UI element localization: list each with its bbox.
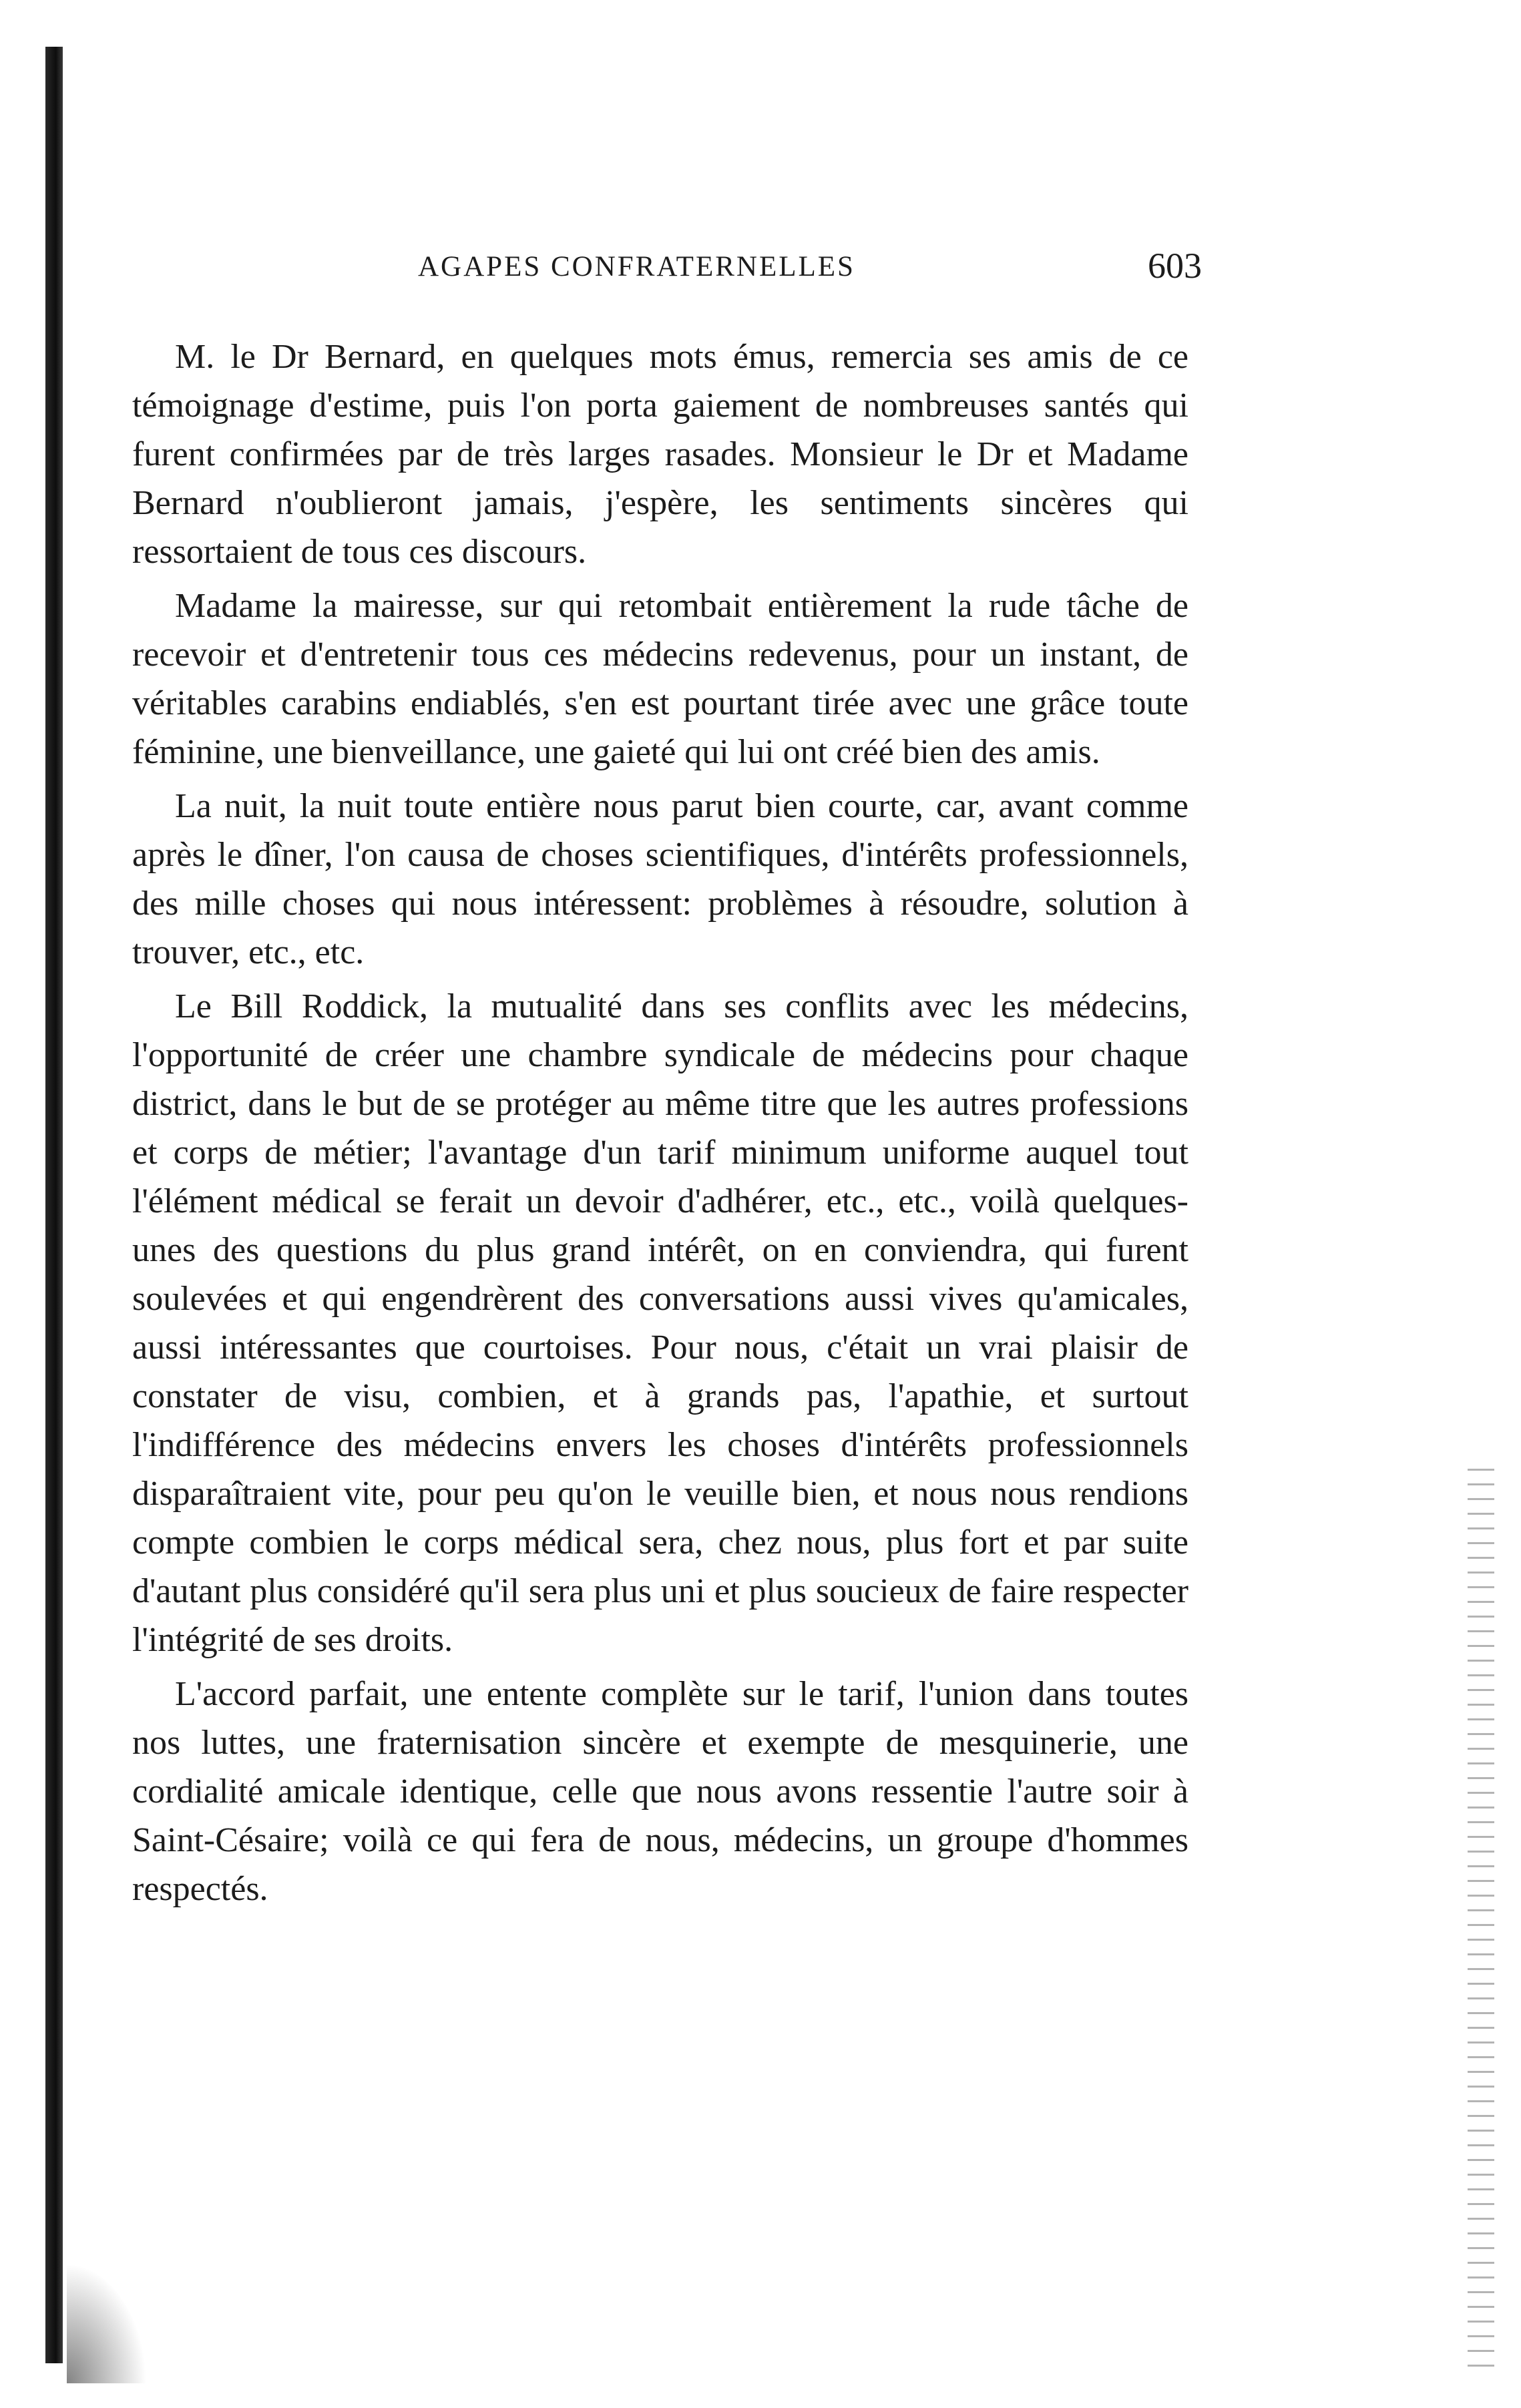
page-edge-shadow: [67, 2263, 147, 2383]
paragraph: Madame la mairesse, sur qui retombait entièrement la rude tâche de recevoir et d'entretenir tous ces médecins redevenus, pour un instant, de véritables carabins endiablés, s'en est pourtant tirée avec une grâce toute féminine, une bienveillance, une gaieté qui lui ont créé bien des amis.: [132, 587, 1188, 771]
book-spine-shadow: [45, 47, 63, 2363]
paragraph: M. le Dr Bernard, en quelques mots émus, remercia ses amis de ce témoignage d'estime, puis l'on porta gaiement de nombreuses santés qui furent confirmées par de très larges rasades. Monsieur le Dr et Madame Bernard n'oublieront jamais, j'espère, les sentiments sincères qui ressortaient de tous ces discours.: [132, 338, 1188, 571]
paragraph: Le Bill Roddick, la mutualité dans ses conflits avec les médecins, l'opportunité de créer une chambre syndicale de médecins pour chaque district, dans le but de se protéger au même titre que les autres professions et corps de métier; l'avantage d'un tarif minimum uniforme auquel tout l'élément médical se ferait un devoir d'adhérer, etc., etc., voilà quelques-unes des questions du plus grand intérêt, on en conviendra, qui furent soulevées et qui engendrèrent des conversations aussi vives qu'amicales, aussi intéressantes que courtoises. Pour nous, c'était un vrai plaisir de constater de visu, combien, et à grands pas, l'apathie, et surtout l'indifférence des médecins envers les choses d'intérêts professionnels disparaîtraient vite, pour peu qu'on le veuille bien, et nous nous rendions compte combien le corps médical sera, chez nous, plus fort et par suite d'autant plus considéré qu'il sera plus uni et plus soucieux de faire respecter l'intégrité de ses droits.: [132, 987, 1188, 1659]
body-text: [132, 332, 1188, 1913]
running-head: AGAPES CONFRATERNELLES: [418, 251, 855, 282]
paragraph: La nuit, la nuit toute entière nous parut bien courte, car, avant comme après le dîner, l'on causa de choses scientifiques, d'intérêts professionnels, des mille choses qui nous intéressent: problèmes à résoudre, solution à trouver, etc., etc.: [132, 787, 1188, 971]
page-header: [401, 246, 1202, 297]
paragraph: L'accord parfait, une entente complète sur le tarif, l'union dans toutes nos luttes, une fraternisation sincère et exempte de mesquinerie, une cordialité amicale identique, celle que nous avons ressentie l'autre soir à Saint-Césaire; voilà ce qui fera de nous, médecins, un groupe d'hommes respectés.: [132, 1675, 1188, 1908]
scan-margin-specks: [1468, 1469, 1494, 2370]
page-number: 603: [1148, 246, 1202, 286]
